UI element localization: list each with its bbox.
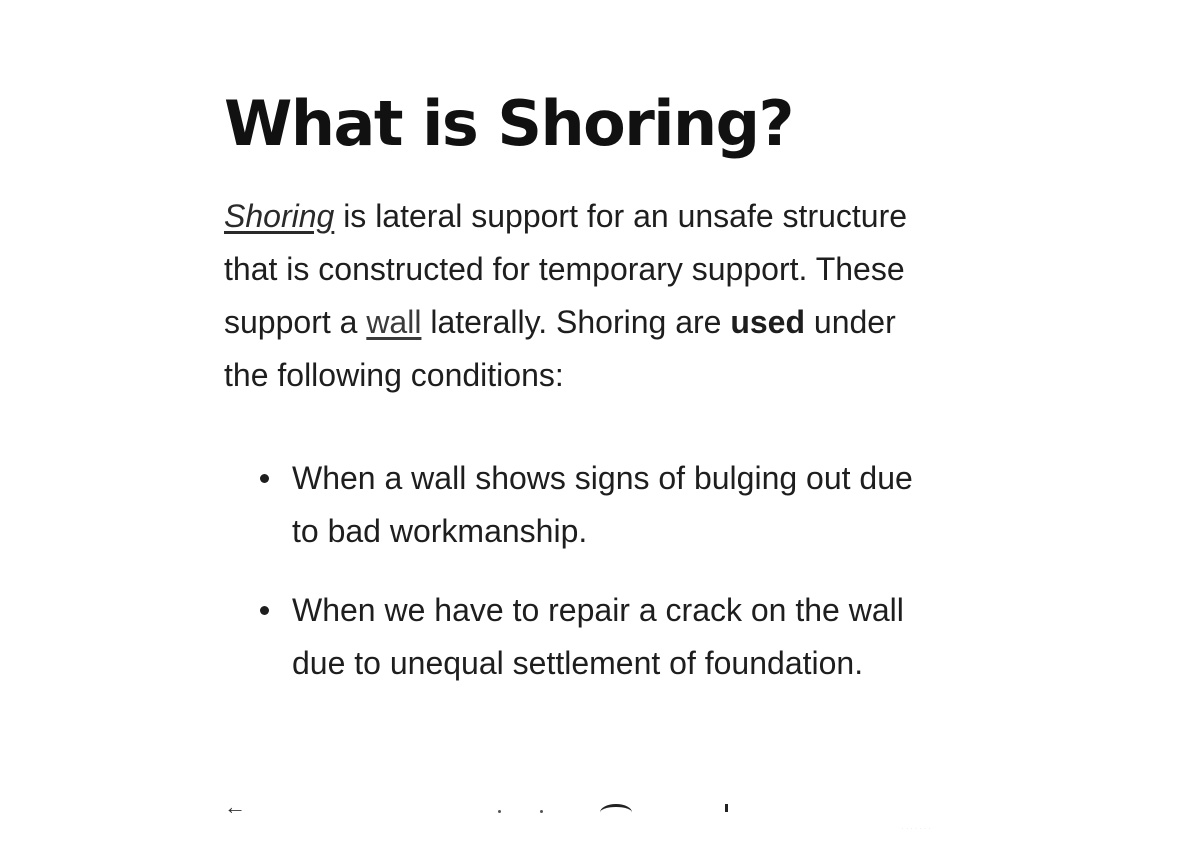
list-item bbox=[254, 584, 944, 690]
faint-footer-text: · · · · · · · bbox=[902, 826, 931, 831]
bottom-nav-bar bbox=[220, 794, 780, 819]
intro-text-3: under the following conditions: bbox=[224, 304, 896, 393]
shoring-term-link[interactable]: Shoring bbox=[224, 198, 335, 234]
list-item bbox=[254, 452, 944, 558]
intro-text-2: laterally. Shoring are bbox=[421, 304, 731, 340]
bold-used: used bbox=[730, 304, 806, 340]
wall-link[interactable]: wall bbox=[366, 304, 422, 340]
back-arrow-icon[interactable]: ← bbox=[224, 794, 246, 819]
bullet-icon bbox=[260, 606, 269, 615]
conditions-list bbox=[224, 452, 944, 690]
condition-text: When we have to repair a crack on the wall due to unequal settlement of foundation. bbox=[292, 592, 904, 681]
nav-dot-icon bbox=[498, 810, 501, 813]
intro-paragraph bbox=[224, 190, 924, 402]
bullet-icon bbox=[260, 474, 269, 483]
article bbox=[224, 84, 964, 716]
nav-dot-icon bbox=[540, 810, 543, 813]
condition-text: When a wall shows signs of bulging out due to bad workmanship. bbox=[292, 460, 913, 549]
menu-icon[interactable] bbox=[725, 804, 728, 812]
intro-text-1: is lateral support for an unsafe structure that is constructed for temporary support. These support a bbox=[224, 198, 908, 340]
home-icon[interactable] bbox=[600, 804, 632, 821]
page-title: What is Shoring? bbox=[224, 87, 794, 160]
